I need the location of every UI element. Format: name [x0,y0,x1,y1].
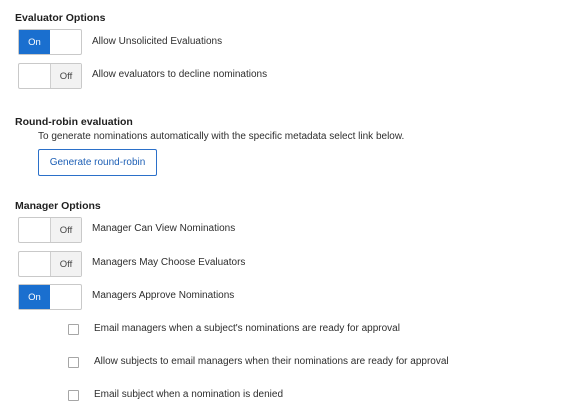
toggle-allow-unsolicited-evaluations[interactable] [18,29,82,55]
toggle-label-allow-decline-nominations: Allow evaluators to decline nominations [92,69,268,80]
toggle-state-label: On [19,30,50,54]
checkbox-email-subject-denied[interactable] [68,390,79,401]
round-robin-description: To generate nominations automatically with the specific metadata select link below. [38,131,405,142]
toggle-label-allow-unsolicited-evaluations: Allow Unsolicited Evaluations [92,36,223,47]
checkbox-label-email-subject-denied: Email subject when a nomination is denied [94,389,283,400]
generate-round-robin-button[interactable]: Generate round-robin [38,149,157,176]
toggle-manager-can-view-nominations[interactable] [18,217,82,243]
toggle-state-label: Off [50,64,81,88]
manager-options-title: Manager Options [15,200,101,212]
checkbox-label-allow-subjects-email-managers: Allow subjects to email managers when their nominations are ready for approval [94,356,449,367]
checkbox-email-managers-ready[interactable] [68,324,79,335]
toggle-label-manager-can-view-nominations: Manager Can View Nominations [92,223,236,234]
checkbox-allow-subjects-email-managers[interactable] [68,357,79,368]
toggle-allow-decline-nominations[interactable] [18,63,82,89]
toggle-label-managers-may-choose-evaluators: Managers May Choose Evaluators [92,257,246,268]
toggle-state-label: Off [50,218,81,242]
toggle-state-label: On [19,285,50,309]
toggle-state-label: Off [50,252,81,276]
toggle-label-managers-approve-nominations: Managers Approve Nominations [92,290,235,301]
round-robin-title: Round-robin evaluation [15,116,133,128]
evaluator-options-title: Evaluator Options [15,12,106,24]
toggle-managers-may-choose-evaluators[interactable] [18,251,82,277]
toggle-managers-approve-nominations[interactable] [18,284,82,310]
checkbox-label-email-managers-ready: Email managers when a subject's nominations are ready for approval [94,323,400,334]
